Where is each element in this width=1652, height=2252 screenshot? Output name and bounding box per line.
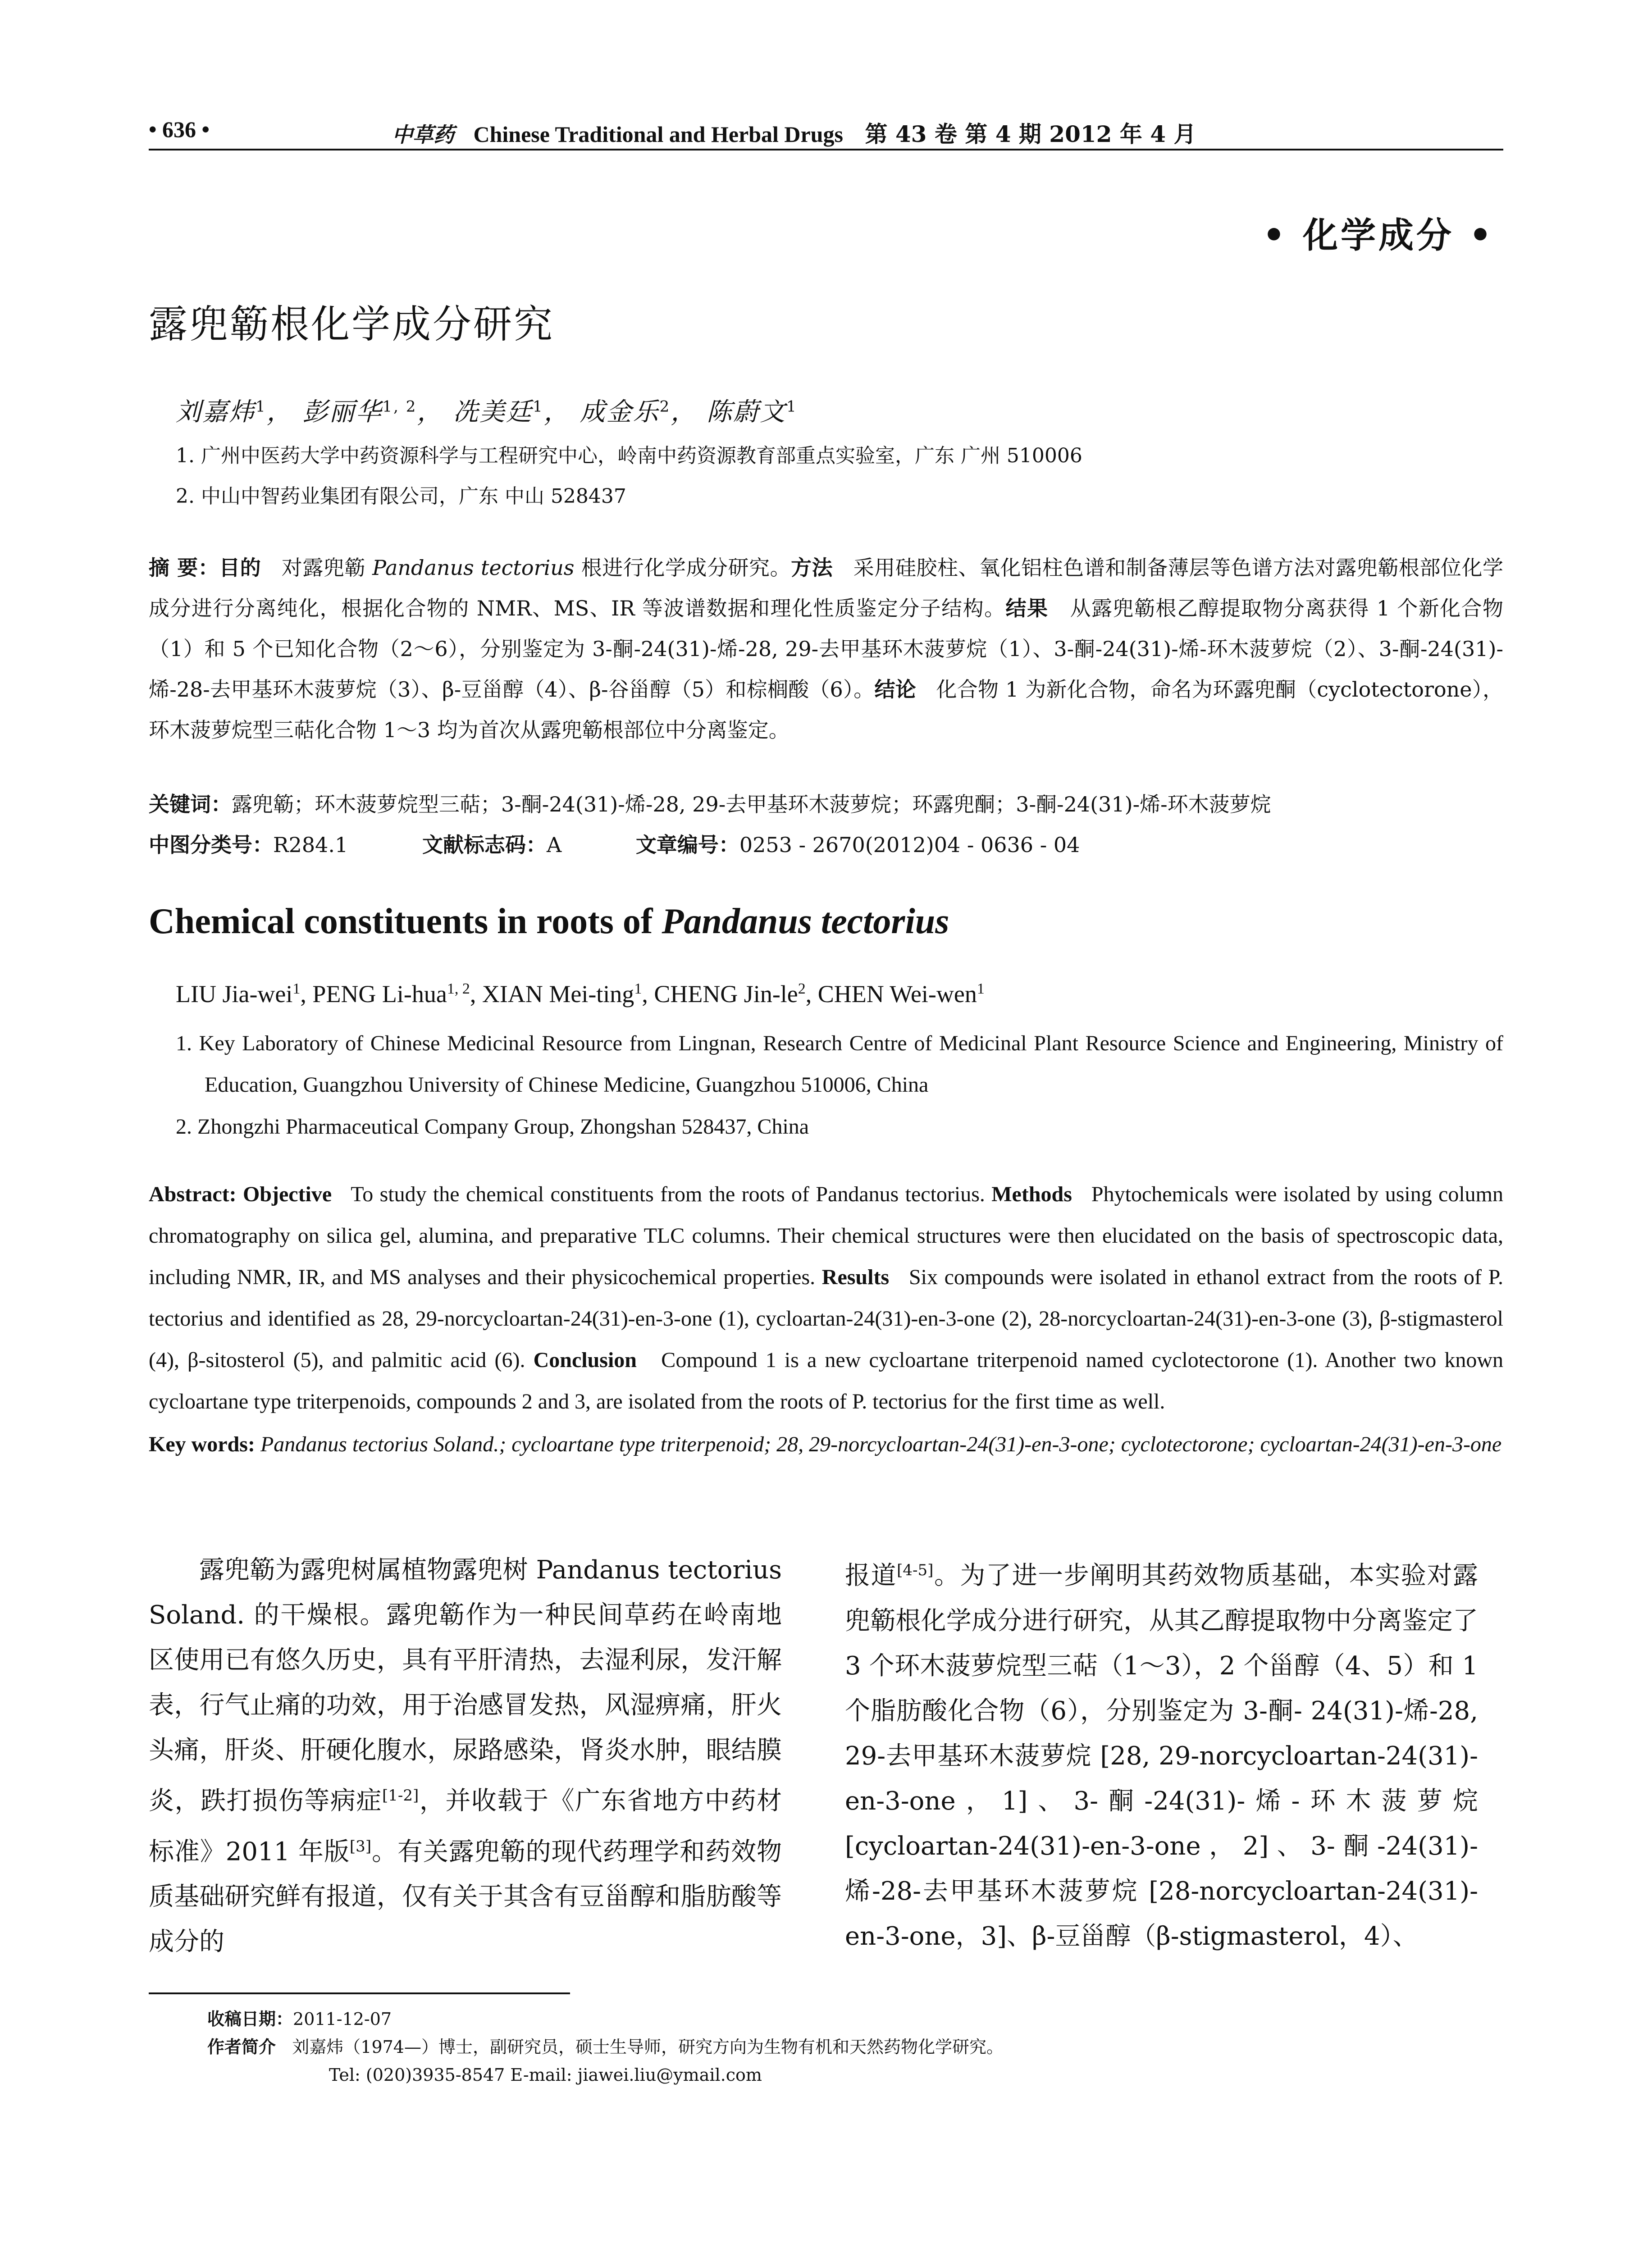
title-en — [149, 901, 949, 942]
abstract-en-label: Abstract: — [149, 1182, 237, 1206]
author-name: PENG Li-hua — [312, 980, 447, 1007]
keywords-cn-label: 关键词： — [149, 792, 232, 816]
keywords-cn — [149, 789, 1503, 820]
author-affil-sup: 1 — [786, 397, 798, 416]
affiliation-en-2: 2. Zhongzhi Pharmaceutical Company Group, Zhongshan 528437, China — [176, 1115, 809, 1139]
abstract-en — [149, 1174, 1503, 1422]
author-name: 成金乐 — [580, 397, 660, 427]
body-text: 。有关露兜簕的现代药理学和药效物质基础研究鲜有报道，仅有关于其含有豆甾醇和脂肪酸等成分的 — [149, 1837, 782, 1957]
received-date: 2011-12-07 — [293, 2009, 392, 2029]
keywords-en — [149, 1424, 1503, 1465]
affiliation-cn-2: 2. 中山中智药业集团有限公司，广东 中山 528437 — [176, 485, 626, 508]
body-column-left — [149, 1548, 782, 1965]
citation: [4-5] — [897, 1561, 934, 1579]
title-en-species: Pandanus tectorius — [662, 902, 949, 941]
methods-text: 采用硅胶柱、氧化铝柱色谱和制备薄层等色谱方法对露兜簕根部位化学成分进行分离纯化，根据化合物的 NMR、MS、IR 等波谱数据和理化性质鉴定分子结构。 — [149, 556, 1504, 620]
objective-label: 目的 — [219, 556, 261, 580]
article-number-value: 0253 - 2670(2012)04 - 0636 - 04 — [739, 833, 1080, 857]
authors-cn: 刘嘉炜$^1$， 彭丽华$^{1, 2}$， 冼美廷$^1$， 成金乐$^2$， 陈蔚文$^1$ — [176, 397, 798, 427]
results-text: 从露兜簕根乙醇提取物分离获得 1 个新化合物（1）和 5 个已知化合物（2～6），分别鉴定为 3-酮-24(31)-烯-28, 29-去甲基环木菠萝烷（1）、3-酮-24(31)-烯-环木菠萝烷（2）、3-酮-24(31)-烯-28-去甲基环木菠萝烷（3）、β-豆甾醇（4）、β-谷甾醇（5）和棕榈酸（6）。 — [149, 596, 1503, 702]
results-text: Six compounds were isolated in ethanol extract from the roots of P. tectorius and identified as 28, 29-norcycloartan-24(31)-en-3-one (1), cycloartan-24(31)-en-3-one (2), 28-norcycloartan-24(31)-en-3-one (3), β-stigmasterol (4), β-sitosterol (5), and palmitic acid (6). — [149, 1265, 1504, 1372]
clc-label: 中图分类号： — [149, 833, 273, 857]
author-affil-sup: 1 — [256, 397, 267, 416]
received-date-line — [207, 2005, 1004, 2033]
page-number: • 636 • — [149, 117, 210, 142]
body-column-right — [845, 1548, 1478, 1959]
author-bio-line — [207, 2033, 1004, 2061]
journal-issue: 第 43 卷 第 4 期 2012 年 4 月 — [865, 121, 1196, 147]
conclusion-text: Compound 1 is a new cycloartane triterpenoid named cyclotectorone (1). Another two known cycloartane type triterpenoids, compounds 2 and 3, are isolated from the roots of P. tectorius for the first time as well. — [149, 1348, 1504, 1413]
bio-label: 作者简介 — [207, 2037, 276, 2057]
doc-code-label: 文献标志码： — [422, 833, 547, 857]
footnote — [207, 2005, 1004, 2089]
conclusion-text: 化合物 1 为新化合物，命名为环露兜酮（cyclotectorone），环木菠萝烷型三萜化合物 1～3 均为首次从露兜簕根部位中分离鉴定。 — [149, 677, 1503, 742]
received-label: 收稿日期： — [207, 2009, 293, 2029]
author-affil-sup: 1 — [292, 980, 301, 997]
author-name: XIAN Mei-ting — [482, 980, 634, 1007]
author-name: LIU Jia-wei — [176, 980, 293, 1007]
citation: [1-2] — [382, 1787, 419, 1805]
header-rule — [149, 149, 1503, 150]
methods-label: Methods — [991, 1182, 1072, 1206]
authors-en: LIU Jia-wei$^1$, PENG Li-hua$^{1, 2}$, XIAN Mei-ting$^1$, CHENG Jin-$le^2$, CHEN Wei-wen$^1$ — [176, 980, 985, 1007]
classification-line — [149, 829, 1503, 861]
objective-text: To study the chemical constituents from the roots of Pandanus tectorius. — [351, 1182, 985, 1206]
title-cn: 露兜簕根化学成分研究 — [149, 302, 554, 347]
running-header — [149, 116, 1503, 152]
keywords-en-label: Key words: — [149, 1432, 255, 1456]
author-affil-sup: 1 — [634, 980, 642, 997]
methods-label: 方法 — [791, 556, 833, 580]
bio-text: 刘嘉炜（1974—）博士，副研究员，硕士生导师，研究方向为生物有机和天然药物化学研究。 — [292, 2037, 1004, 2057]
objective-label: Objective — [242, 1182, 332, 1206]
article-number-label: 文章编号： — [635, 833, 739, 857]
keywords-en-text: Pandanus tectorius Soland.; cycloartane type triterpenoid; 28, 29-norcycloartan-24(31)-en-3-one; cyclotectorone; cycloartan-24(31)-en-3-one — [260, 1432, 1502, 1456]
doc-code-value: A — [546, 833, 562, 857]
author-name: 刘嘉炜 — [176, 397, 256, 427]
author-affil-sup: 1, 2 — [447, 980, 470, 997]
journal-name-en: Chinese Traditional and Herbal Drugs — [473, 122, 843, 147]
methods-text: Phytochemicals were isolated by using column chromatography on silica gel, alumina, and preparative TLC columns. Their chemical structures were then elucidated on the basis of spectroscopic data, including NMR, IR, and MS analyses and their physicochemical properties. — [149, 1182, 1504, 1289]
body-text: 。为了进一步阐明其药效物质基础，本实验对露兜簕根化学成分进行研究，从其乙醇提取物中分离鉴定了 3 个环木菠萝烷型三萜（1～3），2 个甾醇（4、5）和 1 个脂肪酸化合物（6），分别鉴定为 3-酮- 24(31)-烯-28, 29-去甲基环木菠萝烷 [28, 29-norcycloartan-24(31)-en-3-one，1]、3-酮-24(31)-烯-环木菠萝烷 [cycloartan-24(31)-en-3-one，2]、3-酮-24(31)-烯-28-去甲基环木菠萝烷 [28-norcycloartan-24(31)-en-3-one，3]、β-豆甾醇（β-stigmasterol，4）、 — [845, 1561, 1479, 1951]
section-label: • 化学成分 • — [1262, 215, 1494, 256]
author-affil-sup: 1, 2 — [382, 397, 417, 416]
contact-line: Tel: (020)3935-8547 E-mail: jiawei.liu@ymail.com — [329, 2065, 762, 2085]
clc-value: R284.1 — [273, 833, 348, 857]
author-name: 彭丽华 — [302, 397, 383, 427]
author-affil-sup: 2 — [659, 397, 671, 416]
journal-line — [392, 116, 1196, 149]
author-affil-sup: 2 — [798, 980, 806, 997]
affiliation-cn-1: 1. 广州中医药大学中药资源科学与工程研究中心，岭南中药资源教育部重点实验室，广东 广州 510006 — [176, 444, 1082, 467]
author-name: 冼美廷 — [453, 397, 533, 427]
body-text: 露兜簕为露兜树属植物露兜树 Pandanus tectorius Soland. 的干燥根。露兜簕作为一种民间草药在岭南地区使用已有悠久历史，具有平肝清热，去湿利尿，发汗解表，行气止痛的功效，用于治感冒发热，风湿痹痛，肝火头痛，肝炎、肝硬化腹水，尿路感染，肾炎水肿，眼结膜炎，跌打损伤等病症 — [149, 1555, 782, 1816]
author-name: 陈蔚文 — [707, 397, 787, 427]
citation: [3] — [349, 1837, 372, 1855]
objective-text: 对露兜簕 — [281, 556, 373, 580]
author-affil-sup: 1 — [533, 397, 544, 416]
abstract-cn-label: 摘 要： — [149, 556, 219, 580]
author-name: CHENG Jin-le — [654, 980, 798, 1007]
objective-text: 根进行化学成分研究。 — [574, 556, 791, 580]
affiliation-en-1: 1. Key Laboratory of Chinese Medicinal Resource from Lingnan, Research Centre of Medicinal Plant Resource Science and Engineering, Ministry of Education, Guangzhou University of Chinese Medicine, Guangzhou 510006, China — [176, 1031, 1503, 1097]
abstract-cn — [149, 547, 1503, 750]
results-label: Results — [821, 1265, 890, 1289]
author-affil-sup: 1 — [977, 980, 985, 997]
body-text: 报道 — [845, 1561, 897, 1591]
footnote-rule — [149, 1992, 570, 1994]
conclusion-label: Conclusion — [533, 1348, 637, 1372]
author-name: CHEN Wei-wen — [817, 980, 977, 1007]
journal-name-cn: 中草药 — [392, 123, 454, 147]
body-text: ，并收载于《广东省地方中药材标准》2011 年版 — [149, 1786, 782, 1867]
results-label: 结果 — [1005, 596, 1049, 620]
species-name: Pandanus tectorius — [372, 556, 575, 580]
keywords-cn-text: 露兜簕；环木菠萝烷型三萜；3-酮-24(31)-烯-28, 29-去甲基环木菠萝烷；环露兜酮；3-酮-24(31)-烯-环木菠萝烷 — [232, 792, 1271, 816]
conclusion-label: 结论 — [874, 677, 916, 702]
title-en-text: Chemical constituents in roots of — [149, 902, 662, 941]
